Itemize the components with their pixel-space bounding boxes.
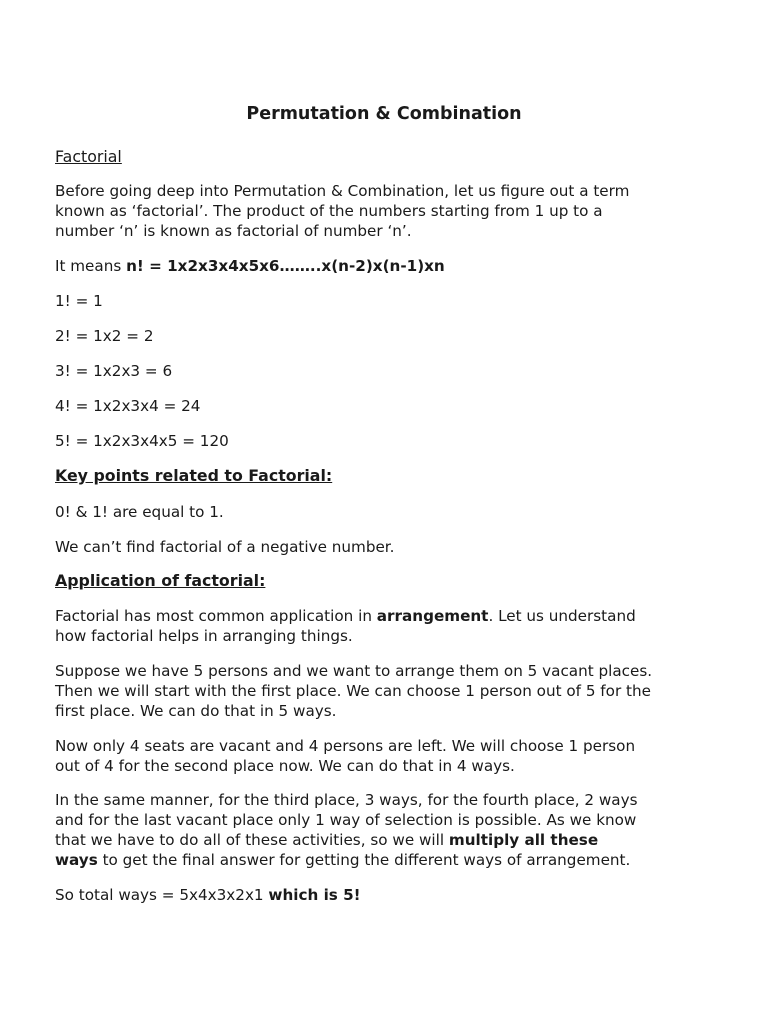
- it-means-prefix: It means: [55, 257, 127, 275]
- example-4: 4! = 1x2x3x4 = 24: [55, 397, 201, 415]
- app-p4-line-1: In the same manner, for the third place, 3 ways, for the fourth place, 2 ways: [55, 791, 638, 809]
- app-p2-line-2: Then we will start with the first place. We can choose 1 person out of 5 for the: [55, 682, 651, 700]
- key-points-heading: Key points related to Factorial:: [55, 466, 333, 485]
- app-p4-line-3: [55, 830, 725, 850]
- factorial-heading: Factorial: [55, 147, 122, 166]
- app-p4-line-2: and for the last vacant place only 1 way of selection is possible. As we know: [55, 811, 637, 829]
- app-p4-line-4: [55, 850, 725, 870]
- app-p1-line-2: how factorial helps in arranging things.: [55, 627, 353, 645]
- app-p3-line-1: Now only 4 seats are vacant and 4 persons are left. We will choose 1 person: [55, 737, 636, 755]
- app-p1-line-1: [55, 606, 725, 626]
- intro-line-1: Before going deep into Permutation & Combination, let us figure out a term: [55, 182, 630, 200]
- app-p4-l4-post: to get the final answer for getting the different ways of arrangement.: [97, 851, 631, 869]
- example-2: 2! = 1x2 = 2: [55, 327, 154, 345]
- page-title: Permutation & Combination: [246, 104, 522, 124]
- app-p4-l4-bold: ways: [55, 851, 98, 869]
- key-point-1: 0! & 1! are equal to 1.: [55, 503, 224, 521]
- total-ways-line: [55, 885, 725, 905]
- app-p2-line-1: Suppose we have 5 persons and we want to arrange them on 5 vacant places.: [55, 662, 653, 680]
- app-p1-bold: arrangement: [376, 607, 489, 625]
- it-means-line: [55, 256, 725, 276]
- app-p2-line-3: first place. We can do that in 5 ways.: [55, 702, 337, 720]
- intro-line-3: number ‘n’ is known as factorial of number ‘n’.: [55, 222, 412, 240]
- example-5: 5! = 1x2x3x4x5 = 120: [55, 432, 229, 450]
- application-heading: Application of factorial:: [55, 571, 266, 590]
- app-p4-l3-pre: that we have to do all of these activities, so we will: [55, 831, 449, 849]
- total-bold: which is 5!: [268, 886, 361, 904]
- app-p1-pre: Factorial has most common application in: [55, 607, 377, 625]
- app-p4-l3-bold: multiply all these: [448, 831, 599, 849]
- total-pre: So total ways = 5x4x3x2x1: [55, 886, 269, 904]
- example-3: 3! = 1x2x3 = 6: [55, 362, 173, 380]
- example-1: 1! = 1: [55, 292, 103, 310]
- intro-line-2: known as ‘factorial’. The product of the numbers starting from 1 up to a: [55, 202, 603, 220]
- app-p3-line-2: out of 4 for the second place now. We can do that in 4 ways.: [55, 757, 515, 775]
- factorial-formula: n! = 1x2x3x4x5x6……..x(n-2)x(n-1)xn: [126, 257, 445, 275]
- app-p1-post: . Let us understand: [488, 607, 636, 625]
- key-point-2: We can’t find factorial of a negative number.: [55, 538, 395, 556]
